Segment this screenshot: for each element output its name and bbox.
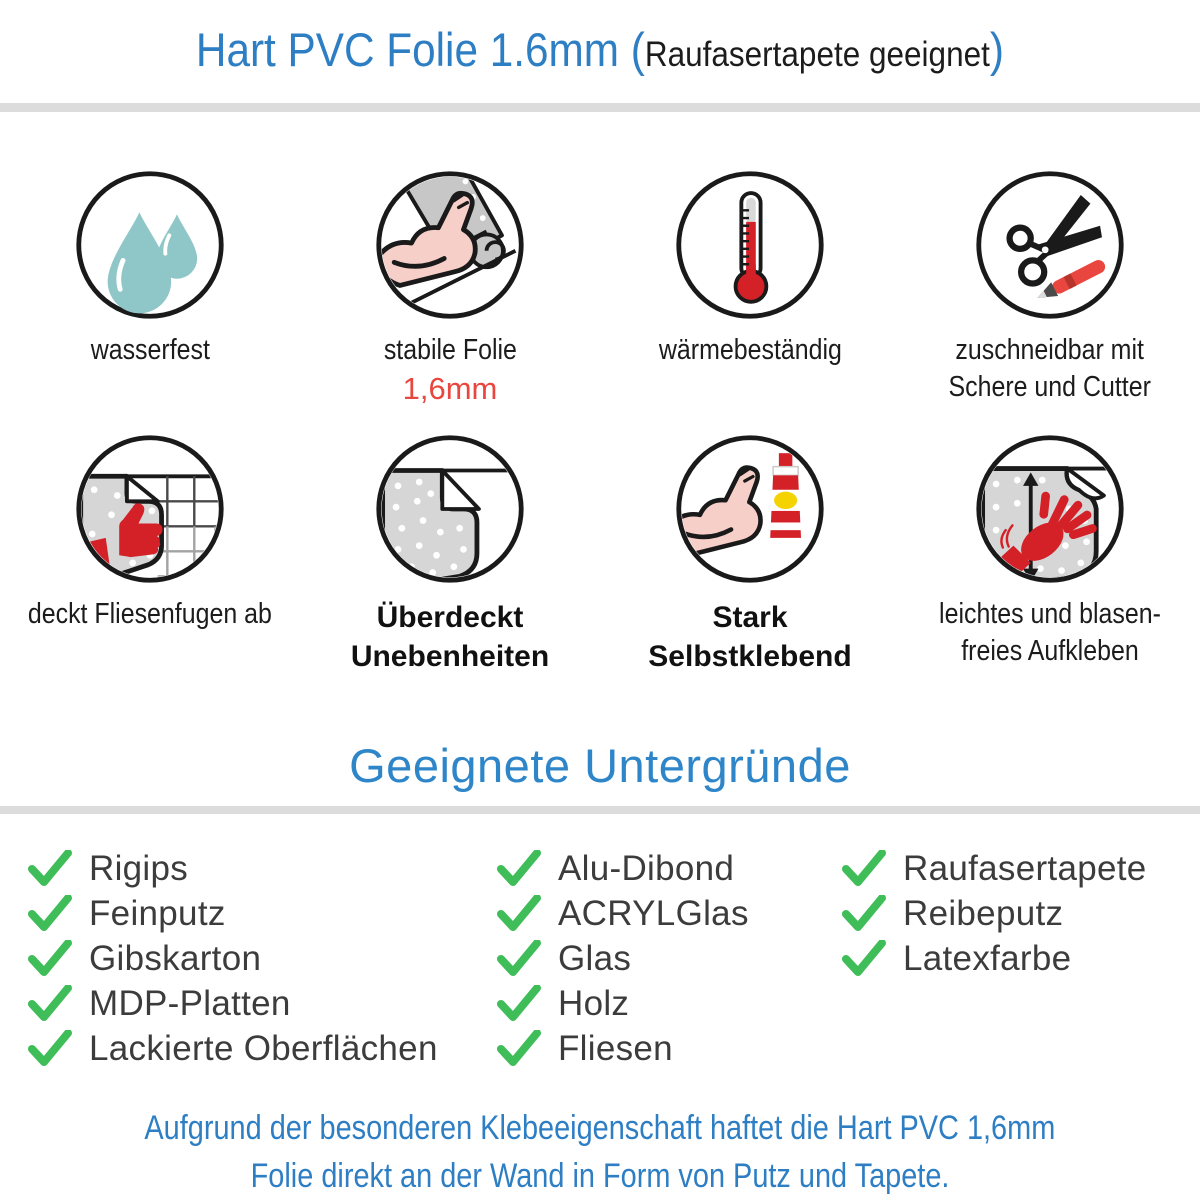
substrates-column-1 xyxy=(28,846,438,1071)
feature-unebenheiten xyxy=(300,432,600,676)
footer-line-1: Aufgrund der besonderen Klebeeigenschaft haftet die Hart PVC 1,6mm xyxy=(144,1109,1056,1147)
footer-note xyxy=(0,1104,1200,1200)
feature-selbstklebend xyxy=(600,432,900,676)
substrate-item xyxy=(842,891,1147,936)
divider-top xyxy=(0,103,1200,112)
substrate-item xyxy=(28,891,438,936)
substrate-item xyxy=(28,936,438,981)
check-icon xyxy=(497,1030,541,1068)
substrate-label: ACRYLGlas xyxy=(558,893,749,933)
scissors-and-cutter-icon xyxy=(973,168,1127,322)
title-open-paren: ( xyxy=(619,23,645,76)
check-icon xyxy=(842,850,886,888)
substrate-label: Gibskarton xyxy=(89,938,262,978)
flexed-arm-foil-icon xyxy=(373,168,527,322)
substrates-heading: Geeignete Untergründe xyxy=(349,739,851,792)
check-icon xyxy=(28,940,72,978)
feature-thickness: 1,6mm xyxy=(402,371,498,406)
substrate-label: Lackierte Oberflächen xyxy=(89,1028,438,1068)
feature-label: Stark Selbstklebend xyxy=(648,601,852,673)
substrate-item xyxy=(842,936,1147,981)
substrate-item xyxy=(28,981,438,1026)
feature-label: deckt Fliesenfugen ab xyxy=(27,598,273,630)
feature-label: wasserfest xyxy=(90,334,210,366)
flexed-arm-glue-icon xyxy=(673,432,827,586)
footer-line-2: Folie direkt an der Wand in Form von Putz und Tapete. xyxy=(250,1157,950,1195)
substrate-item xyxy=(842,846,1147,891)
substrate-item xyxy=(497,981,749,1026)
feature-waermebestaendig xyxy=(600,168,900,432)
page-title xyxy=(0,22,1200,77)
substrate-item xyxy=(28,1026,438,1071)
check-icon xyxy=(28,895,72,933)
substrates-column-2 xyxy=(497,846,749,1071)
feature-aufkleben xyxy=(900,432,1200,676)
thumbs-up-tile-joints-icon xyxy=(73,432,227,586)
thermometer-icon xyxy=(673,168,827,322)
substrate-label: Fliesen xyxy=(558,1028,673,1068)
check-icon xyxy=(28,850,72,888)
feature-wasserfest xyxy=(0,168,300,432)
check-icon xyxy=(497,895,541,933)
substrate-label: Holz xyxy=(558,983,630,1023)
check-icon xyxy=(497,940,541,978)
title-close-paren: ) xyxy=(989,23,1005,76)
title-note: Raufasertapete geeignet xyxy=(644,35,990,74)
title-main: Hart PVC Folie 1.6mm xyxy=(195,23,620,76)
substrate-label: MDP-Platten xyxy=(89,983,291,1023)
substrate-label: Latexfarbe xyxy=(903,938,1072,978)
substrate-label: Reibeputz xyxy=(903,893,1064,933)
feature-label: Überdeckt Unebenheiten xyxy=(350,601,550,673)
hand-smoothing-icon xyxy=(973,432,1127,586)
substrate-item xyxy=(28,846,438,891)
substrate-item xyxy=(497,936,749,981)
feature-zuschneidbar xyxy=(900,168,1200,432)
check-icon xyxy=(842,895,886,933)
substrate-item xyxy=(497,891,749,936)
substrate-label: Raufasertapete xyxy=(903,848,1147,888)
feature-fliesenfugen xyxy=(0,432,300,676)
substrate-label: Alu-Dibond xyxy=(558,848,735,888)
check-icon xyxy=(842,940,886,978)
substrate-label: Glas xyxy=(558,938,632,978)
substrate-item xyxy=(497,1026,749,1071)
check-icon xyxy=(28,1030,72,1068)
check-icon xyxy=(28,985,72,1023)
substrate-item xyxy=(497,846,749,891)
foil-covering-icon xyxy=(373,432,527,586)
water-drops-icon xyxy=(73,168,227,322)
feature-label: wärmebeständig xyxy=(658,334,842,366)
substrates-column-3 xyxy=(842,846,1147,981)
check-icon xyxy=(497,985,541,1023)
feature-label: zuschneidbar mit Schere und Cutter xyxy=(948,334,1152,403)
feature-label: stabile Folie xyxy=(383,334,517,366)
check-icon xyxy=(497,850,541,888)
substrate-label: Rigips xyxy=(89,848,189,888)
divider-middle xyxy=(0,806,1200,814)
substrate-label: Feinputz xyxy=(89,893,226,933)
feature-stabile-folie xyxy=(300,168,600,432)
feature-grid xyxy=(0,168,1200,676)
feature-label: leichtes und blasen- freies Aufkleben xyxy=(939,598,1161,667)
